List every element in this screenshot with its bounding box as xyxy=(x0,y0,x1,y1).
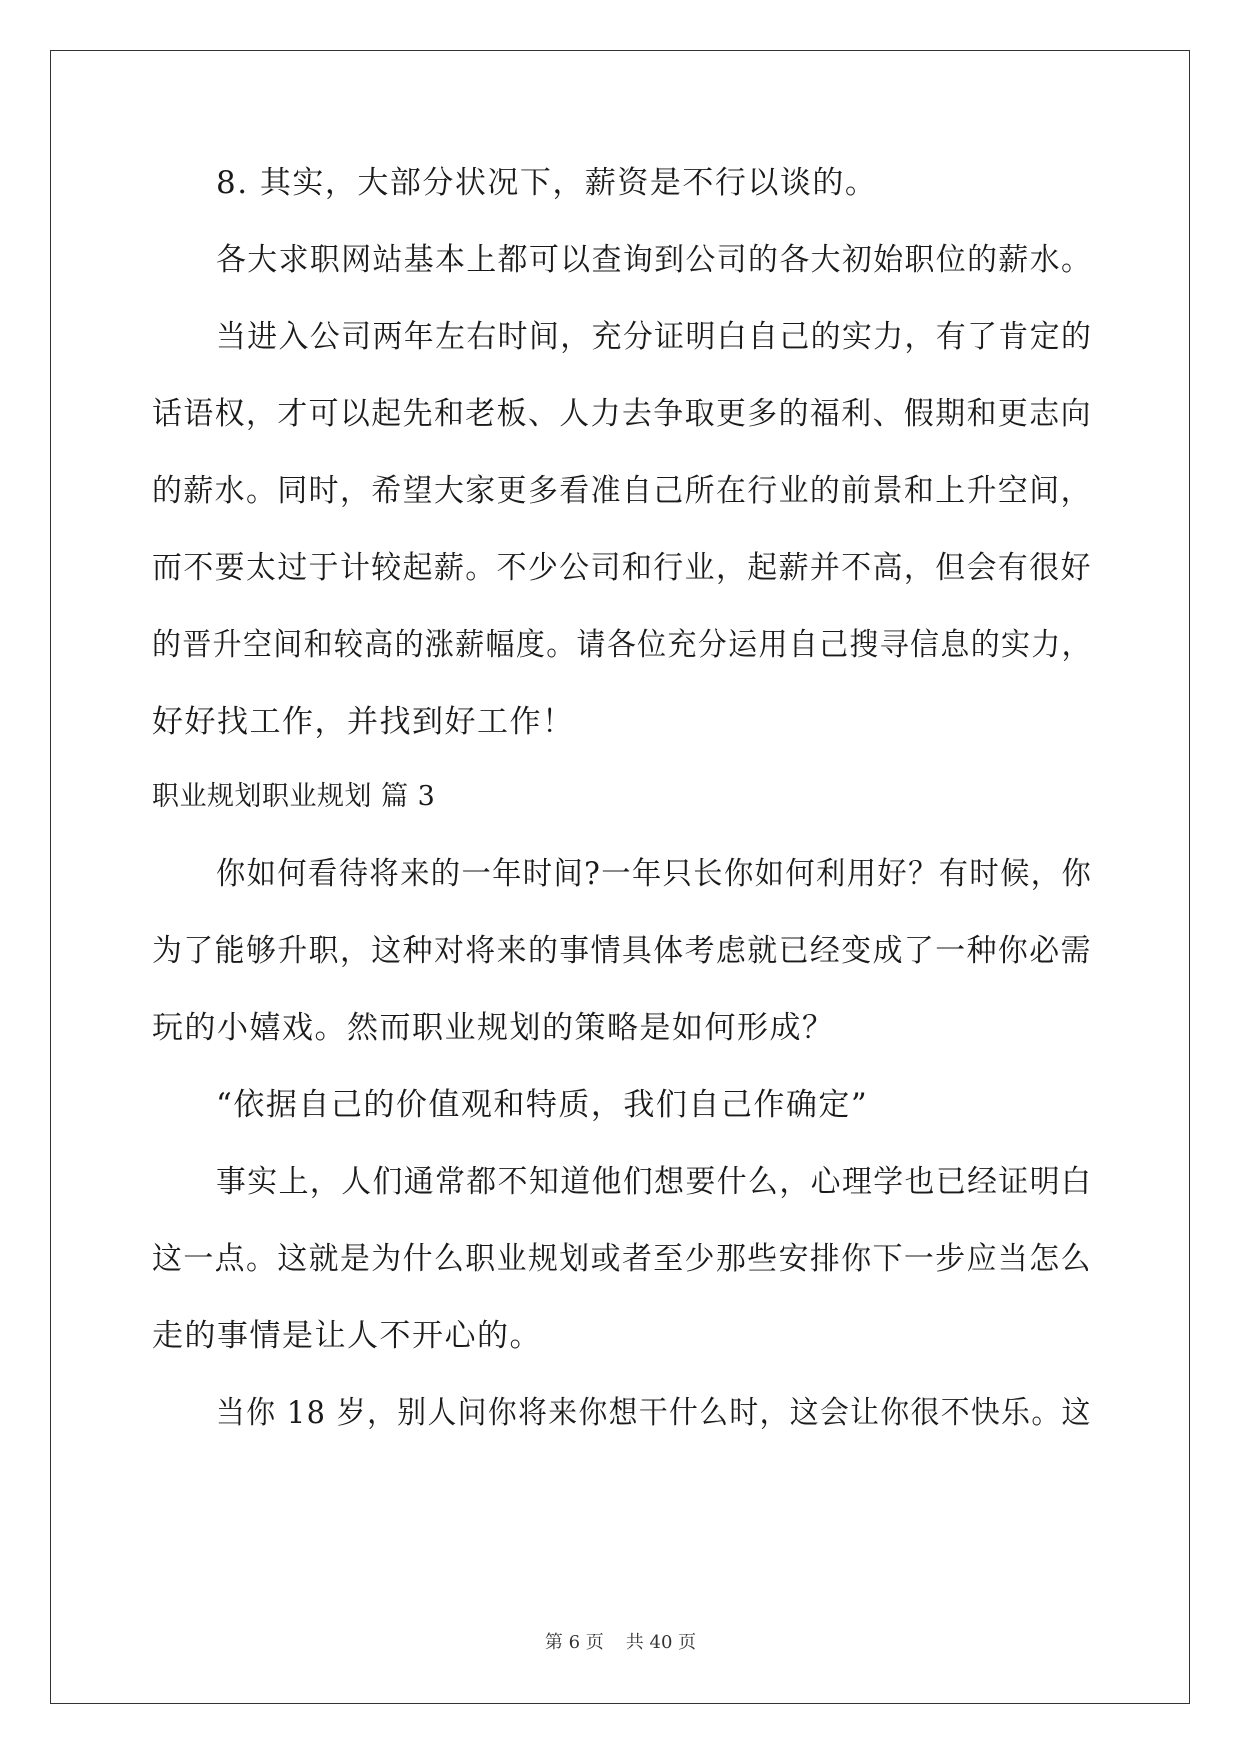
page-footer xyxy=(0,1628,1241,1654)
paragraph-line: 走的事情是让人不开心的。 xyxy=(152,1318,542,1354)
paragraph-line: 为了能够升职，这种对将来的事情具体考虑就已经变成了一种你必需 xyxy=(152,933,1092,969)
paragraph-line: 而不要太过于计较起薪。不少公司和行业，起薪并不高，但会有很好 xyxy=(152,550,1092,586)
section-heading: 职业规划职业规划 篇 3 xyxy=(152,781,436,812)
paragraph-line: 当进入公司两年左右时间，充分证明白自己的实力，有了肯定的 xyxy=(216,319,1093,355)
quote-line: “依据自己的价值观和特质，我们自己作确定” xyxy=(216,1087,869,1123)
paragraph-line: 当你 18 岁，别人问你将来你想干什么时，这会让你很不快乐。这 xyxy=(216,1395,1092,1431)
paragraph-line: 这一点。这就是为什么职业规划或者至少那些安排你下一步应当怎么 xyxy=(152,1241,1092,1277)
paragraph-line: 8. 其实，大部分状况下，薪资是不行以谈的。 xyxy=(216,165,878,201)
paragraph-line: 玩的小嬉戏。然而职业规划的策略是如何形成？ xyxy=(152,1010,835,1046)
paragraph-line: 事实上，人们通常都不知道他们想要什么，心理学也已经证明白 xyxy=(216,1164,1093,1200)
page-total: 共 40 页 xyxy=(625,1632,697,1653)
paragraph-line: 的薪水。同时，希望大家更多看准自己所在行业的前景和上升空间， xyxy=(152,473,1092,509)
paragraph-line: 你如何看待将来的一年时间?一年只长你如何利用好？有时候，你 xyxy=(216,856,1093,892)
paragraph-line: 各大求职网站基本上都可以查询到公司的各大初始职位的薪水。 xyxy=(216,242,1093,278)
paragraph-line: 好好找工作，并找到好工作！ xyxy=(152,704,575,740)
page-number: 第 6 页 xyxy=(544,1632,604,1653)
paragraph-line: 的晋升空间和较高的涨薪幅度。请各位充分运用自己搜寻信息的实力， xyxy=(152,627,1092,663)
paragraph-line: 话语权，才可以起先和老板、人力去争取更多的福利、假期和更志向 xyxy=(152,396,1092,432)
